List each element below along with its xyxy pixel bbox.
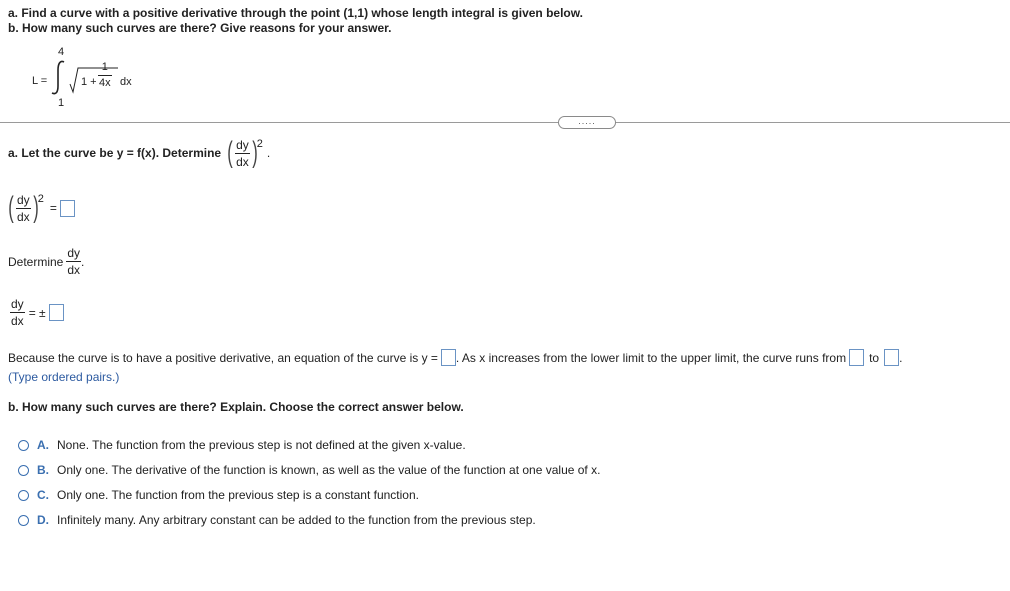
dy: dy bbox=[67, 246, 81, 260]
exponent: 2 bbox=[37, 193, 44, 205]
part-b-question: b. How many such curves are there? Explain. Choose the correct answer below. bbox=[8, 400, 464, 414]
option-d-letter: D. bbox=[37, 513, 49, 527]
dy-dx-squared-equation bbox=[6, 193, 75, 223]
dy: dy bbox=[11, 297, 24, 311]
sentence-end: . bbox=[899, 350, 903, 365]
length-label: L = bbox=[32, 75, 48, 87]
integrand-prefix: 1 + bbox=[81, 76, 97, 88]
dy: dy bbox=[236, 137, 249, 152]
dy-dx-answer-input[interactable] bbox=[49, 304, 64, 321]
option-b-text: Only one. The derivative of the function is known, as well as the value of the function at one value of x. bbox=[57, 463, 601, 477]
determine-dy-dx bbox=[8, 247, 84, 276]
sentence-part1: Because the curve is to have a positive derivative, an equation of the curve is y = bbox=[8, 350, 438, 365]
option-c-letter: C. bbox=[37, 488, 49, 502]
radio-c[interactable] bbox=[18, 490, 29, 501]
problem-line-b: b. How many such curves are there? Give reasons for your answer. bbox=[8, 21, 392, 35]
integral-lower-limit: 1 bbox=[58, 97, 65, 109]
integrand-numerator: 1 bbox=[101, 61, 108, 73]
integrand-fraction bbox=[98, 62, 112, 89]
curve-equation-input[interactable] bbox=[441, 349, 456, 366]
determine-label: Determine bbox=[8, 254, 64, 269]
option-a-letter: A. bbox=[37, 438, 49, 452]
end-point-input[interactable] bbox=[884, 349, 899, 366]
dx: dx bbox=[17, 209, 30, 224]
divider bbox=[0, 122, 1010, 123]
option-b[interactable] bbox=[18, 463, 600, 477]
curve-sentence bbox=[8, 349, 902, 366]
radio-b[interactable] bbox=[18, 465, 29, 476]
problem-line-a: a. Find a curve with a positive derivative through the point (1,1) whose length integral is given below. bbox=[8, 6, 583, 20]
option-d[interactable] bbox=[18, 513, 536, 527]
start-point-input[interactable] bbox=[849, 349, 864, 366]
dy-dx-squared-lhs: ( $\frac{dy}{dx}$ ) 2 bbox=[8, 191, 44, 224]
period: . bbox=[266, 146, 271, 160]
period: . bbox=[81, 254, 85, 269]
integrand-denominator: 4x bbox=[99, 77, 111, 89]
equals-sign: = bbox=[49, 201, 57, 215]
dx: dx bbox=[11, 314, 24, 328]
integral-dx: dx bbox=[120, 76, 132, 88]
sentence-part2: . As x increases from the lower limit to the upper limit, the curve runs from bbox=[455, 350, 847, 365]
dy: dy bbox=[17, 192, 30, 207]
option-b-letter: B. bbox=[37, 463, 49, 477]
dy-dx-squared: ( $\frac{dy}{dx}$ ) 2 bbox=[227, 136, 263, 169]
radio-a[interactable] bbox=[18, 440, 29, 451]
dy-dx-squared-answer-input[interactable] bbox=[60, 200, 75, 217]
sentence-to: to bbox=[869, 350, 880, 365]
equals-plus-minus: = ± bbox=[28, 305, 46, 320]
option-c[interactable] bbox=[18, 488, 419, 502]
radio-d[interactable] bbox=[18, 515, 29, 526]
option-a[interactable] bbox=[18, 438, 466, 452]
dx: dx bbox=[67, 263, 81, 277]
option-c-text: Only one. The function from the previous step is a constant function. bbox=[57, 488, 419, 502]
part-a-intro-text: a. Let the curve be y = f(x). Determine bbox=[8, 146, 222, 160]
ordered-pairs-hint: (Type ordered pairs.) bbox=[8, 370, 120, 384]
part-a-intro bbox=[8, 138, 270, 168]
dy-dx-equation bbox=[10, 298, 64, 327]
dx: dx bbox=[236, 154, 249, 169]
option-d-text: Infinitely many. Any arbitrary constant can be added to the function from the previous step. bbox=[57, 513, 536, 527]
exponent: 2 bbox=[256, 138, 263, 150]
option-a-text: None. The function from the previous step is not defined at the given x-value. bbox=[57, 438, 466, 452]
show-more-button[interactable]: ..... bbox=[558, 116, 616, 129]
integral-upper-limit: 4 bbox=[58, 46, 65, 58]
